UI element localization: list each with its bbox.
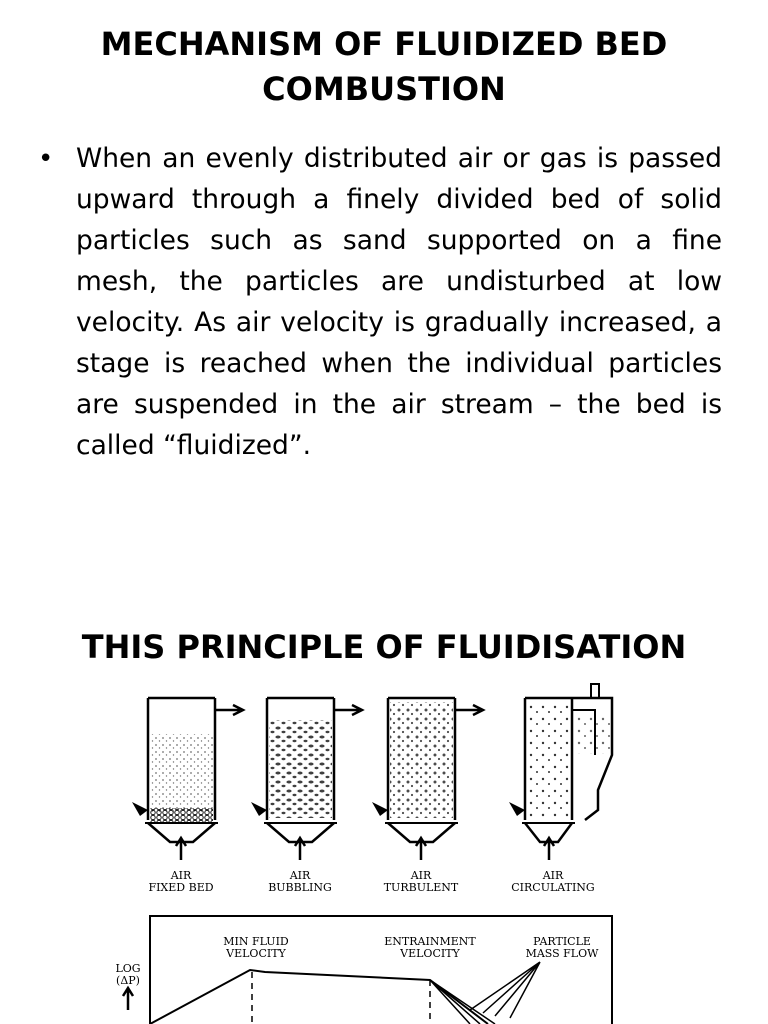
turbulent-bed-diagram (372, 698, 483, 860)
graph-ylabel-dp: (ΔP) (116, 974, 140, 987)
fluidisation-figure (0, 680, 768, 1024)
slide-title: MECHANISM OF FLUIDIZED BED COMBUSTION (100, 25, 668, 108)
turbulent-label: TURBULENT (383, 881, 459, 894)
fixed-bed-air-label: AIR (170, 869, 192, 882)
section-subtitle: THIS PRINCIPLE OF FLUIDISATION (81, 628, 687, 666)
particle-flow-label-1: PARTICLE (533, 935, 591, 948)
min-fluid-label-1: MIN FLUID (223, 935, 289, 948)
bubbling-label: BUBBLING (268, 881, 332, 894)
bullet-text: When an evenly distributed air or gas is passed upward through a finely divided bed of solid particles such as sand supported on a fine mesh, the particles are undisturbed at low velocity. As air velocity is gradually increased, a stage is reached when the individual particles are suspended in the air stream – the bed is called “fluidized”. (76, 143, 722, 461)
fixed-bed-label: FIXED BED (148, 881, 214, 894)
circulating-label: CIRCULATING (511, 881, 595, 894)
bubbling-air-label: AIR (289, 869, 311, 882)
entrainment-label-2: VELOCITY (400, 947, 460, 960)
turbulent-air-label: AIR (410, 869, 432, 882)
entrainment-label-1: ENTRAINMENT (384, 935, 476, 948)
bubbling-bed-diagram (251, 698, 362, 860)
circulating-air-label: AIR (542, 869, 564, 882)
particle-flow-label-2: MASS FLOW (525, 947, 599, 960)
bullet-item (38, 138, 728, 466)
circulating-bed-diagram (509, 684, 612, 860)
bullet-dot-icon: • (38, 144, 54, 174)
min-fluid-label-2: VELOCITY (226, 947, 286, 960)
pressure-drop-graph (123, 916, 612, 1024)
fixed-bed-diagram (132, 698, 243, 860)
graph-ylabel-log: LOG (115, 962, 141, 975)
